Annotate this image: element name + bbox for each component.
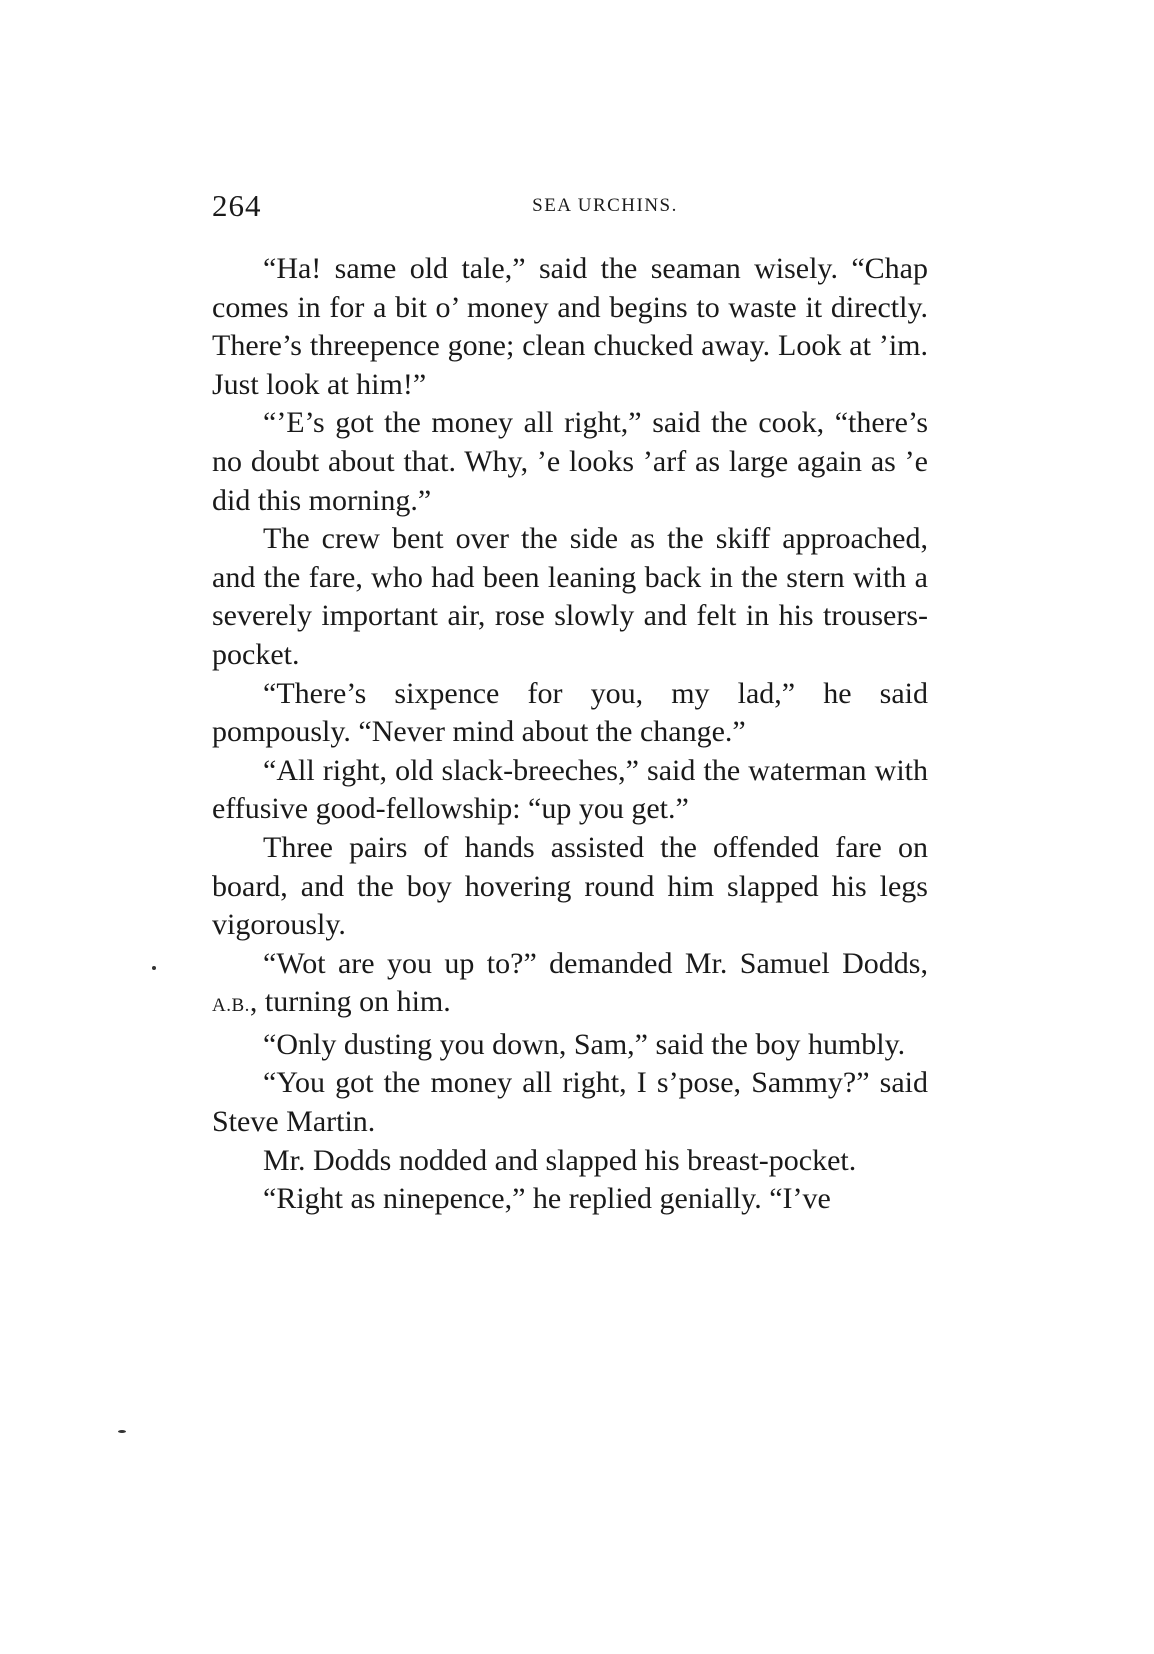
paragraph-9: “You got the money all right, I s’pose, Sammy?” said Steve Martin. <box>212 1066 928 1139</box>
paragraph-6: Three pairs of hands assisted the offended fare on board, and the boy hovering round him slapped his legs vigorously. <box>212 830 928 942</box>
paragraph-7-before: “Wot are you up to?” demanded Mr. Samuel Dodds, <box>263 946 928 980</box>
paragraph-5: “All right, old slack-breeches,” said the waterman with effusive good-fellowship: “up you get.” <box>212 753 928 826</box>
paragraph-7-after: , turning on him. <box>249 985 451 1019</box>
body-text <box>212 250 928 1219</box>
page-number: 264 <box>212 188 262 223</box>
paragraph-2: “’E’s got the money all right,” said the cook, “there’s no doubt about that. Why, ’e looks ’arf as large again as ’e did this morning.” <box>212 406 928 517</box>
ink-speck <box>118 1430 126 1433</box>
paragraph-7 <box>212 945 928 1026</box>
running-title: SEA URCHINS. <box>532 195 678 216</box>
ink-speck <box>152 966 156 970</box>
paragraph-3: The crew bent over the side as the skiff approached, and the fare, who had been leaning back in the stern with a severely important air, rose slowly and felt in his trousers-pocket. <box>212 522 928 671</box>
title-abbreviation: A.B. <box>212 995 250 1017</box>
paragraph-11: “Right as ninepence,” he replied genially. “I’ve <box>263 1182 831 1216</box>
paragraph-1: “Ha! same old tale,” said the seaman wisely. “Chap comes in for a bit o’ money and begins to waste it directly. There’s threepence gone; clean chucked away. Look at ’im. Just look at him!” <box>212 252 928 401</box>
paragraph-10: Mr. Dodds nodded and slapped his breast-pocket. <box>263 1143 857 1177</box>
paragraph-8: “Only dusting you down, Sam,” said the boy humbly. <box>263 1027 906 1061</box>
running-head <box>212 186 928 226</box>
paragraph-4: “There’s sixpence for you, my lad,” he said pompously. “Never mind about the change.” <box>212 676 928 749</box>
